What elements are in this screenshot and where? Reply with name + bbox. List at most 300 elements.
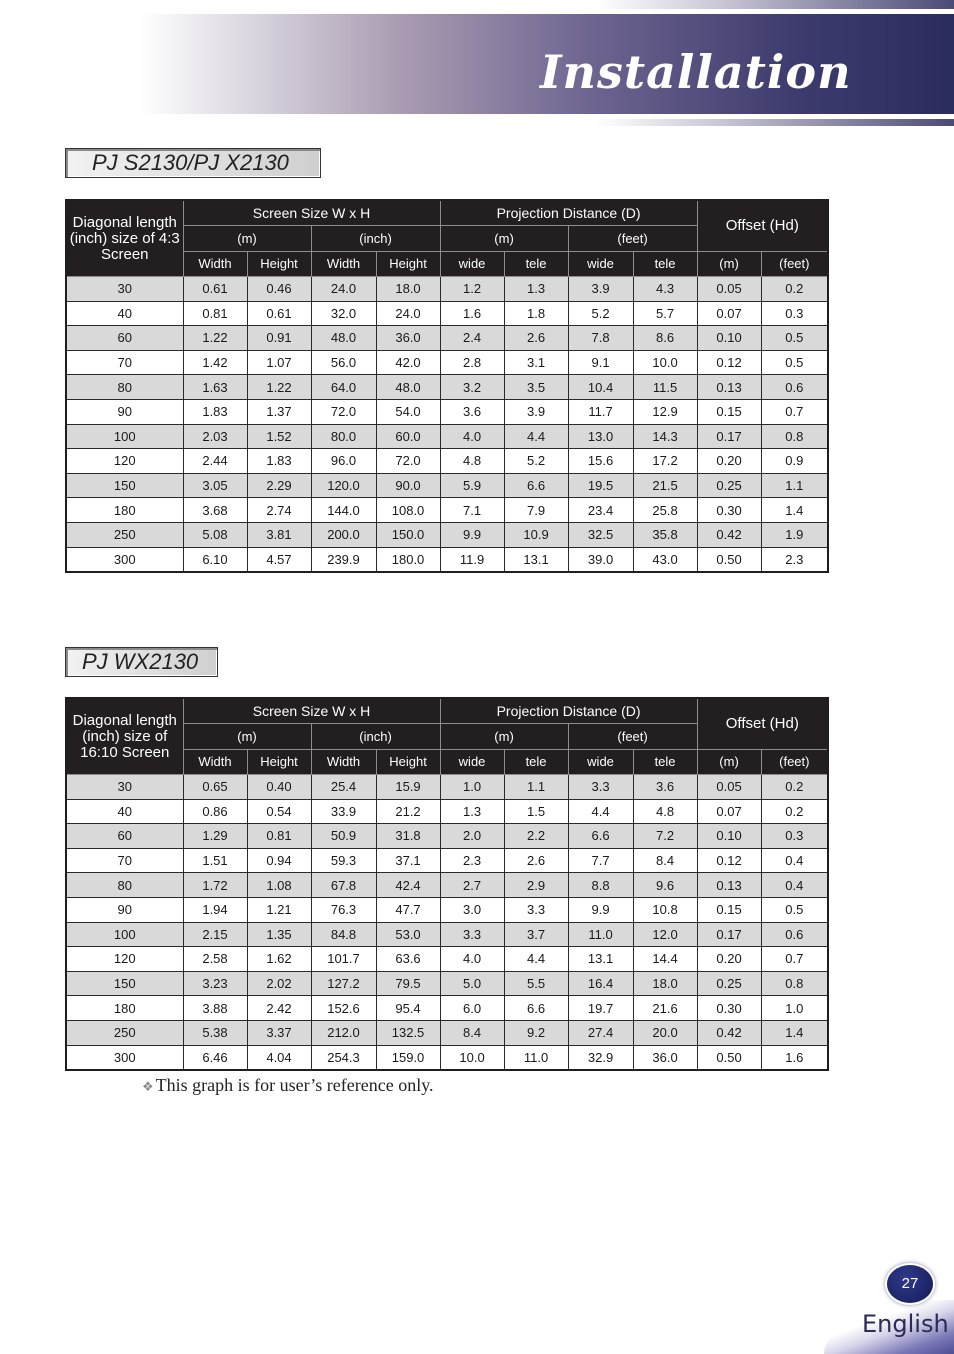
table-cell: 43.0 — [633, 547, 697, 572]
table-cell: 1.2 — [440, 277, 504, 302]
table-cell: 15.6 — [568, 449, 633, 474]
table-cell: 19.5 — [568, 473, 633, 498]
table-cell: 33.9 — [311, 799, 376, 824]
table-cell: 1.21 — [247, 897, 311, 922]
table-cell: 2.3 — [761, 547, 828, 572]
table-row — [66, 326, 828, 351]
table-cell: 3.68 — [183, 498, 247, 523]
table-cell: 54.0 — [376, 399, 440, 424]
table-cell: 9.6 — [633, 873, 697, 898]
table-row — [66, 971, 828, 996]
table-cell: 1.22 — [247, 375, 311, 400]
page-number: 27 — [887, 1265, 933, 1303]
table-cell: 0.13 — [697, 873, 761, 898]
table-cell: 3.2 — [440, 375, 504, 400]
table-cell: 5.9 — [440, 473, 504, 498]
unit-m-header: (m) — [183, 226, 311, 252]
table-cell: 1.5 — [504, 799, 568, 824]
table-row — [66, 947, 828, 972]
unit-inch-header: (inch) — [311, 724, 440, 750]
table-cell: 1.07 — [247, 350, 311, 375]
table-row — [66, 1045, 828, 1070]
height-header: Height — [247, 251, 311, 277]
table-cell: 1.94 — [183, 897, 247, 922]
table-cell: 0.2 — [761, 775, 828, 800]
table-cell: 0.61 — [247, 301, 311, 326]
table-cell: 11.5 — [633, 375, 697, 400]
diagonal-cell: 180 — [66, 498, 183, 523]
table-cell: 59.3 — [311, 848, 376, 873]
wide-header: wide — [568, 749, 633, 775]
table-cell: 36.0 — [633, 1045, 697, 1070]
table-cell: 0.4 — [761, 873, 828, 898]
table-cell: 2.03 — [183, 424, 247, 449]
table-cell: 3.05 — [183, 473, 247, 498]
table-cell: 0.5 — [761, 326, 828, 351]
table-row — [66, 799, 828, 824]
table-row — [66, 996, 828, 1021]
tele-header: tele — [633, 251, 697, 277]
table-cell: 0.07 — [697, 301, 761, 326]
diagonal-cell: 250 — [66, 1020, 183, 1045]
diagonal-cell: 30 — [66, 277, 183, 302]
table-cell: 2.58 — [183, 947, 247, 972]
table-cell: 0.7 — [761, 947, 828, 972]
table-cell: 19.7 — [568, 996, 633, 1021]
table-cell: 32.9 — [568, 1045, 633, 1070]
table-cell: 25.8 — [633, 498, 697, 523]
table-cell: 2.9 — [504, 873, 568, 898]
table-cell: 1.1 — [761, 473, 828, 498]
table-cell: 67.8 — [311, 873, 376, 898]
table-cell: 0.30 — [697, 498, 761, 523]
table-cell: 9.9 — [440, 522, 504, 547]
table-cell: 3.7 — [504, 922, 568, 947]
diagonal-header: Diagonal length (inch) size of 16:10 Screen — [66, 698, 183, 775]
table-cell: 11.7 — [568, 399, 633, 424]
model-label: PJ WX2130 — [65, 647, 218, 677]
table-cell: 5.7 — [633, 301, 697, 326]
table-cell: 20.0 — [633, 1020, 697, 1045]
table-cell: 95.4 — [376, 996, 440, 1021]
diagonal-cell: 30 — [66, 775, 183, 800]
table-cell: 8.8 — [568, 873, 633, 898]
table-row — [66, 301, 828, 326]
diagonal-cell: 40 — [66, 301, 183, 326]
table-cell: 24.0 — [311, 277, 376, 302]
table-cell: 21.2 — [376, 799, 440, 824]
table-cell: 10.0 — [440, 1045, 504, 1070]
diagonal-cell: 60 — [66, 824, 183, 849]
table-row — [66, 775, 828, 800]
table-cell: 0.7 — [761, 399, 828, 424]
unit-feet-header: (feet) — [761, 749, 828, 775]
table-cell: 212.0 — [311, 1020, 376, 1045]
wide-header: wide — [440, 749, 504, 775]
table-cell: 9.9 — [568, 897, 633, 922]
offset-header: Offset (Hd) — [697, 698, 828, 749]
table-cell: 2.6 — [504, 326, 568, 351]
table-cell: 21.6 — [633, 996, 697, 1021]
table-row — [66, 350, 828, 375]
table-cell: 4.8 — [440, 449, 504, 474]
table-row — [66, 824, 828, 849]
table-cell: 254.3 — [311, 1045, 376, 1070]
table-cell: 6.0 — [440, 996, 504, 1021]
diagonal-cell: 300 — [66, 547, 183, 572]
table-cell: 0.6 — [761, 375, 828, 400]
table-cell: 7.7 — [568, 848, 633, 873]
table-cell: 4.0 — [440, 947, 504, 972]
table-cell: 152.6 — [311, 996, 376, 1021]
unit-m-header: (m) — [697, 251, 761, 277]
table-cell: 6.6 — [568, 824, 633, 849]
diagonal-cell: 70 — [66, 350, 183, 375]
table-cell: 23.4 — [568, 498, 633, 523]
table-cell: 0.42 — [697, 1020, 761, 1045]
table-cell: 0.40 — [247, 775, 311, 800]
table-cell: 1.3 — [440, 799, 504, 824]
diagonal-cell: 100 — [66, 424, 183, 449]
height-header: Height — [376, 251, 440, 277]
table-row — [66, 1020, 828, 1045]
diagonal-cell: 70 — [66, 848, 183, 873]
table-cell: 7.9 — [504, 498, 568, 523]
table-cell: 0.8 — [761, 424, 828, 449]
table-cell: 1.37 — [247, 399, 311, 424]
table-cell: 5.0 — [440, 971, 504, 996]
diagonal-cell: 120 — [66, 449, 183, 474]
table-cell: 12.0 — [633, 922, 697, 947]
table-cell: 0.05 — [697, 775, 761, 800]
projection-distance-header: Projection Distance (D) — [440, 200, 697, 226]
table-cell: 5.5 — [504, 971, 568, 996]
table-cell: 0.61 — [183, 277, 247, 302]
table-cell: 180.0 — [376, 547, 440, 572]
tele-header: tele — [504, 749, 568, 775]
table-cell: 101.7 — [311, 947, 376, 972]
table-cell: 1.6 — [761, 1045, 828, 1070]
table-cell: 0.05 — [697, 277, 761, 302]
table-cell: 47.7 — [376, 897, 440, 922]
screen-size-header: Screen Size W x H — [183, 698, 440, 724]
table-cell: 4.4 — [568, 799, 633, 824]
table-cell: 13.1 — [568, 947, 633, 972]
table-cell: 0.81 — [183, 301, 247, 326]
diagonal-cell: 80 — [66, 873, 183, 898]
table-cell: 8.6 — [633, 326, 697, 351]
table-row — [66, 375, 828, 400]
wide-header: wide — [568, 251, 633, 277]
table-cell: 0.25 — [697, 971, 761, 996]
table-cell: 150.0 — [376, 522, 440, 547]
table-cell: 0.65 — [183, 775, 247, 800]
table-cell: 2.4 — [440, 326, 504, 351]
table-cell: 2.7 — [440, 873, 504, 898]
table-cell: 13.1 — [504, 547, 568, 572]
table-cell: 7.2 — [633, 824, 697, 849]
table-cell: 0.13 — [697, 375, 761, 400]
table-cell: 1.0 — [761, 996, 828, 1021]
unit-feet-header: (feet) — [761, 251, 828, 277]
table-row — [66, 277, 828, 302]
table-cell: 42.4 — [376, 873, 440, 898]
table-cell: 9.2 — [504, 1020, 568, 1045]
table-cell: 2.74 — [247, 498, 311, 523]
table-cell: 0.2 — [761, 799, 828, 824]
table-row — [66, 473, 828, 498]
table-cell: 0.81 — [247, 824, 311, 849]
diagonal-cell: 250 — [66, 522, 183, 547]
table-cell: 11.0 — [568, 922, 633, 947]
table-cell: 2.15 — [183, 922, 247, 947]
table-cell: 32.5 — [568, 522, 633, 547]
table-cell: 48.0 — [311, 326, 376, 351]
table-cell: 1.9 — [761, 522, 828, 547]
table-row — [66, 897, 828, 922]
diagonal-cell: 40 — [66, 799, 183, 824]
table-cell: 1.08 — [247, 873, 311, 898]
table-cell: 72.0 — [311, 399, 376, 424]
table-cell: 3.88 — [183, 996, 247, 1021]
table-cell: 50.9 — [311, 824, 376, 849]
table-cell: 37.1 — [376, 848, 440, 873]
table-cell: 0.6 — [761, 922, 828, 947]
table-cell: 4.3 — [633, 277, 697, 302]
table-cell: 6.10 — [183, 547, 247, 572]
table-cell: 7.1 — [440, 498, 504, 523]
table-cell: 0.20 — [697, 449, 761, 474]
table-cell: 96.0 — [311, 449, 376, 474]
diagonal-header: Diagonal length (inch) size of 4:3 Screen — [66, 200, 183, 277]
table-cell: 2.2 — [504, 824, 568, 849]
table-cell: 120.0 — [311, 473, 376, 498]
table-cell: 3.1 — [504, 350, 568, 375]
table-cell: 84.8 — [311, 922, 376, 947]
table-cell: 3.3 — [568, 775, 633, 800]
table-cell: 2.3 — [440, 848, 504, 873]
table-cell: 2.44 — [183, 449, 247, 474]
diagonal-cell: 80 — [66, 375, 183, 400]
diagonal-cell: 100 — [66, 922, 183, 947]
table-cell: 3.5 — [504, 375, 568, 400]
table-cell: 4.4 — [504, 424, 568, 449]
reference-note-text: This graph is for user’s reference only. — [155, 1075, 434, 1095]
diagonal-cell: 150 — [66, 473, 183, 498]
table-cell: 3.3 — [440, 922, 504, 947]
table-cell: 1.1 — [504, 775, 568, 800]
table-cell: 0.15 — [697, 399, 761, 424]
table-cell: 0.30 — [697, 996, 761, 1021]
table-cell: 0.50 — [697, 547, 761, 572]
table-cell: 0.42 — [697, 522, 761, 547]
table-cell: 56.0 — [311, 350, 376, 375]
table-cell: 2.29 — [247, 473, 311, 498]
model-label: PJ S2130/PJ X2130 — [65, 148, 321, 178]
table-cell: 0.10 — [697, 824, 761, 849]
diagonal-cell: 90 — [66, 399, 183, 424]
diagonal-cell: 120 — [66, 947, 183, 972]
table-cell: 0.17 — [697, 922, 761, 947]
table-cell: 108.0 — [376, 498, 440, 523]
table-cell: 0.07 — [697, 799, 761, 824]
table-cell: 1.4 — [761, 1020, 828, 1045]
table-row — [66, 522, 828, 547]
table-row — [66, 424, 828, 449]
table-cell: 27.4 — [568, 1020, 633, 1045]
table-row — [66, 873, 828, 898]
table-cell: 72.0 — [376, 449, 440, 474]
table-cell: 1.63 — [183, 375, 247, 400]
table-body — [66, 277, 828, 572]
table-cell: 1.8 — [504, 301, 568, 326]
table-cell: 0.94 — [247, 848, 311, 873]
table-cell: 14.4 — [633, 947, 697, 972]
diagonal-cell: 180 — [66, 996, 183, 1021]
table-row — [66, 547, 828, 572]
width-header: Width — [311, 251, 376, 277]
table-cell: 3.23 — [183, 971, 247, 996]
table-cell: 10.4 — [568, 375, 633, 400]
table-cell: 8.4 — [633, 848, 697, 873]
table-cell: 1.83 — [247, 449, 311, 474]
table-cell: 1.6 — [440, 301, 504, 326]
table-cell: 0.91 — [247, 326, 311, 351]
table-cell: 2.02 — [247, 971, 311, 996]
table-cell: 79.5 — [376, 971, 440, 996]
table-cell: 3.9 — [504, 399, 568, 424]
unit-feet-header: (feet) — [568, 724, 697, 750]
table-cell: 0.8 — [761, 971, 828, 996]
table-cell: 0.17 — [697, 424, 761, 449]
spec-table-16-10 — [65, 697, 829, 1071]
table-cell: 0.10 — [697, 326, 761, 351]
table-cell: 3.9 — [568, 277, 633, 302]
table-cell: 239.9 — [311, 547, 376, 572]
unit-feet-header: (feet) — [568, 226, 697, 252]
table-cell: 3.6 — [440, 399, 504, 424]
table-cell: 36.0 — [376, 326, 440, 351]
table-cell: 144.0 — [311, 498, 376, 523]
table-cell: 0.5 — [761, 897, 828, 922]
table-cell: 6.46 — [183, 1045, 247, 1070]
table-row — [66, 848, 828, 873]
table-cell: 5.38 — [183, 1020, 247, 1045]
table-cell: 64.0 — [311, 375, 376, 400]
width-header: Width — [311, 749, 376, 775]
table-cell: 0.2 — [761, 277, 828, 302]
table-cell: 1.3 — [504, 277, 568, 302]
unit-m-header: (m) — [440, 226, 568, 252]
table-cell: 3.6 — [633, 775, 697, 800]
table-cell: 1.62 — [247, 947, 311, 972]
table-cell: 3.3 — [504, 897, 568, 922]
table-cell: 10.8 — [633, 897, 697, 922]
table-cell: 32.0 — [311, 301, 376, 326]
table-cell: 4.57 — [247, 547, 311, 572]
unit-m-header: (m) — [697, 749, 761, 775]
table-cell: 1.83 — [183, 399, 247, 424]
language-label: English — [862, 1310, 949, 1338]
table-cell: 0.54 — [247, 799, 311, 824]
height-header: Height — [376, 749, 440, 775]
table-cell: 9.1 — [568, 350, 633, 375]
table-cell: 48.0 — [376, 375, 440, 400]
table-cell: 2.8 — [440, 350, 504, 375]
unit-inch-header: (inch) — [311, 226, 440, 252]
table-cell: 90.0 — [376, 473, 440, 498]
table-row — [66, 399, 828, 424]
unit-m-header: (m) — [183, 724, 311, 750]
table-cell: 0.3 — [761, 301, 828, 326]
table-cell: 127.2 — [311, 971, 376, 996]
table-cell: 53.0 — [376, 922, 440, 947]
diagonal-cell: 150 — [66, 971, 183, 996]
table-cell: 132.5 — [376, 1020, 440, 1045]
table-cell: 0.9 — [761, 449, 828, 474]
header-top-line — [596, 0, 954, 9]
table-cell: 0.4 — [761, 848, 828, 873]
diagonal-cell: 60 — [66, 326, 183, 351]
table-cell: 18.0 — [376, 277, 440, 302]
table-cell: 5.2 — [568, 301, 633, 326]
table-cell: 12.9 — [633, 399, 697, 424]
table-cell: 13.0 — [568, 424, 633, 449]
table-cell: 31.8 — [376, 824, 440, 849]
table-cell: 5.2 — [504, 449, 568, 474]
diagonal-cell: 90 — [66, 897, 183, 922]
table-cell: 4.04 — [247, 1045, 311, 1070]
table-cell: 1.22 — [183, 326, 247, 351]
table-body — [66, 775, 828, 1070]
table-cell: 3.0 — [440, 897, 504, 922]
table-cell: 0.46 — [247, 277, 311, 302]
diamond-bullet-icon: ❖ — [142, 1079, 154, 1094]
table-cell: 0.50 — [697, 1045, 761, 1070]
table-cell: 10.0 — [633, 350, 697, 375]
table-cell: 3.37 — [247, 1020, 311, 1045]
table-cell: 4.4 — [504, 947, 568, 972]
tele-header: tele — [633, 749, 697, 775]
tele-header: tele — [504, 251, 568, 277]
table-cell: 1.0 — [440, 775, 504, 800]
table-cell: 17.2 — [633, 449, 697, 474]
table-cell: 0.12 — [697, 350, 761, 375]
offset-header: Offset (Hd) — [697, 200, 828, 251]
table-cell: 0.25 — [697, 473, 761, 498]
screen-size-header: Screen Size W x H — [183, 200, 440, 226]
table-row — [66, 449, 828, 474]
table-cell: 200.0 — [311, 522, 376, 547]
table-cell: 16.4 — [568, 971, 633, 996]
page-title: Installation — [540, 45, 852, 99]
table-cell: 42.0 — [376, 350, 440, 375]
table-cell: 0.12 — [697, 848, 761, 873]
width-header: Width — [183, 749, 247, 775]
table-cell: 10.9 — [504, 522, 568, 547]
table-cell: 1.4 — [761, 498, 828, 523]
table-cell: 1.35 — [247, 922, 311, 947]
table-cell: 2.6 — [504, 848, 568, 873]
table-cell: 0.3 — [761, 824, 828, 849]
table-cell: 24.0 — [376, 301, 440, 326]
table-cell: 60.0 — [376, 424, 440, 449]
table-cell: 11.0 — [504, 1045, 568, 1070]
table-cell: 63.6 — [376, 947, 440, 972]
table-cell: 76.3 — [311, 897, 376, 922]
table-cell: 0.15 — [697, 897, 761, 922]
header-bottom-line — [596, 119, 954, 126]
